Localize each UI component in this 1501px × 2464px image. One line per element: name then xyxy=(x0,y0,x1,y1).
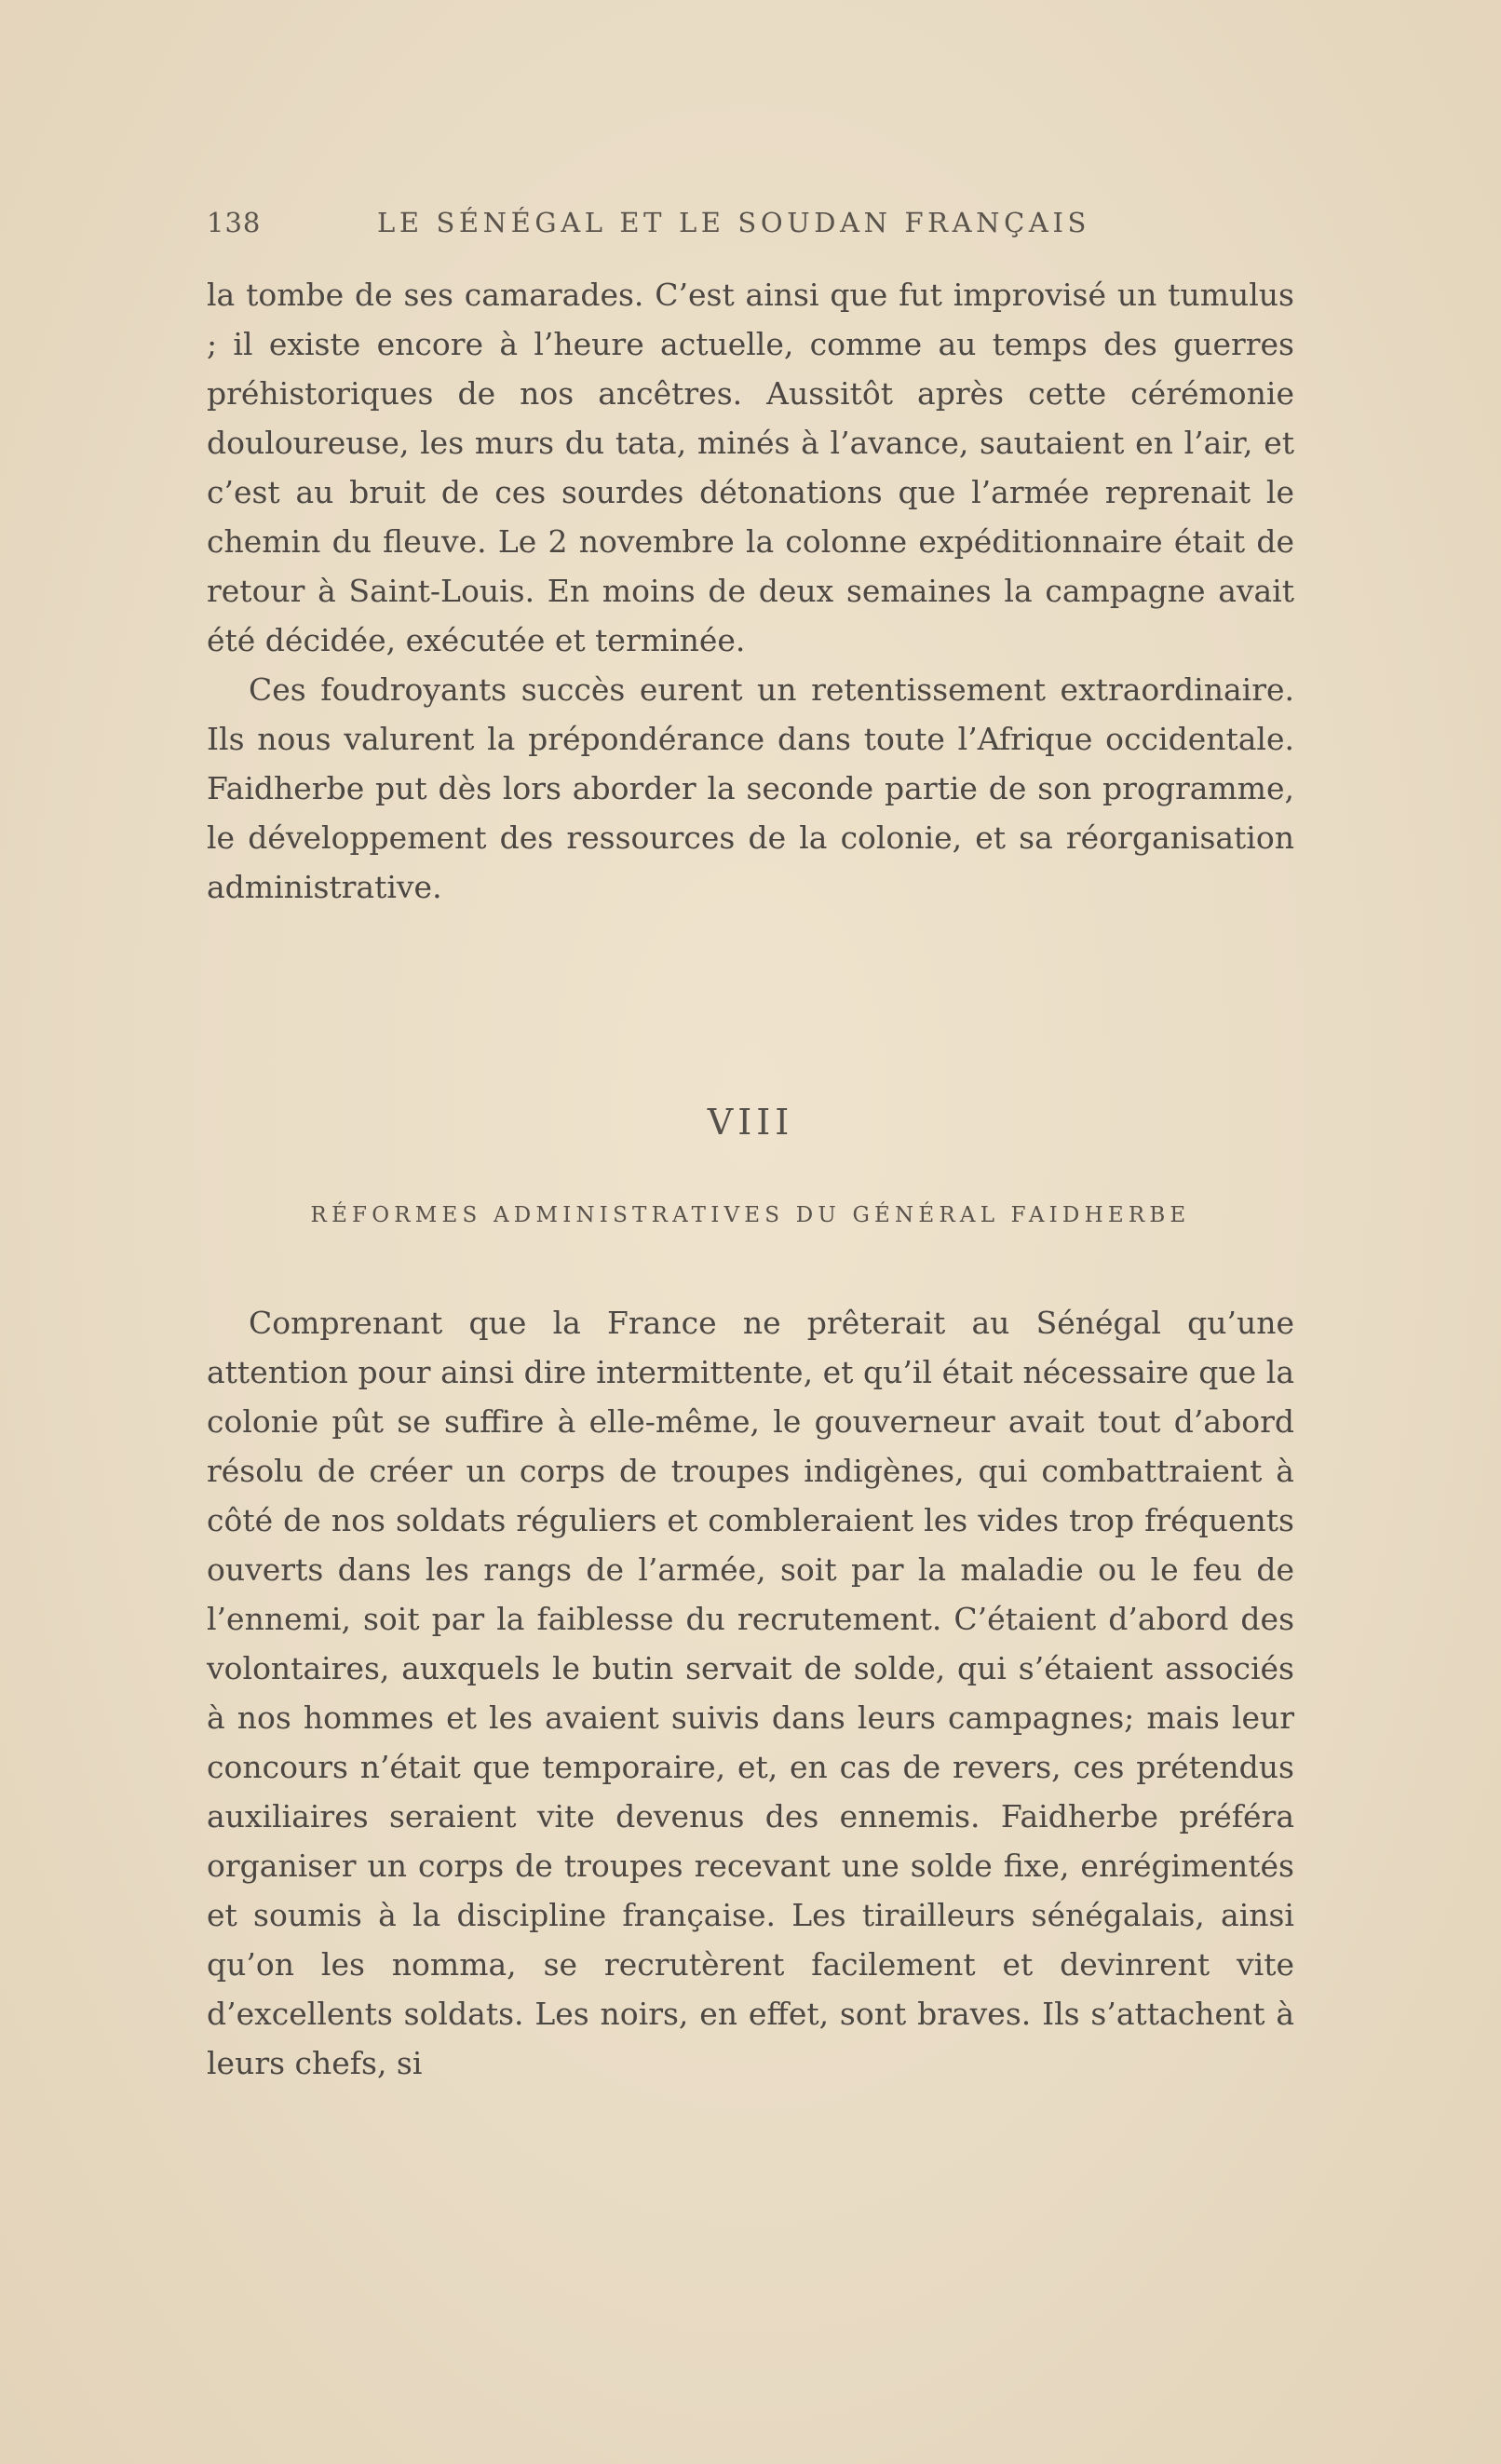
chapter-number: VIII xyxy=(707,1102,794,1143)
section-1-paragraph-1: la tombe de ses camarades. C’est ainsi que fut improvisé un tumulus ; il existe encore à l’heure actuelle, comme au temps des guerres préhistoriques de nos ancêtres. Aussitôt après cette cérémonie douloureuse, les murs du tata, minés à l’avance, sautaient en l’air, et c’est au bruit de ces sourdes détonations que l’armée reprenait le chemin du fleuve. Le 2 novembre la colonne expéditionnaire était de retour à Saint-Louis. En moins de deux semaines la campagne avait été décidée, exécutée et terminée. xyxy=(207,277,1294,658)
chapter-title: RÉFORMES ADMINISTRATIVES DU GÉNÉRAL FAIDHERBE xyxy=(310,1203,1191,1227)
section-2-paragraph-1: Comprenant que la France ne prêterait au Sénégal qu’une attention pour ainsi dire intermittente, et qu’il était nécessaire que la colonie pût se suffire à elle-même, le gouverneur avait tout d’abord résolu de créer un corps de troupes indigènes, qui combattraient à côté de nos soldats réguliers et combleraient les vides trop fréquents ouverts dans les rangs de l’armée, soit par la maladie ou le feu de l’ennemi, soit par la faiblesse du recrutement. C’étaient d’abord des volontaires, auxquels le butin servait de solde, qui s’étaient associés à nos hommes et les avaient suivis dans leurs campagnes; mais leur concours n’était que temporaire, et, en cas de revers, ces prétendus auxiliaires seraient vite devenus des ennemis. Faidherbe préféra organiser un corps de troupes recevant une solde fixe, enrégimentés et soumis à la discipline française. Les tirailleurs sénégalais, ainsi qu’on les nomma, se recrutèrent facilement et devinrent vite d’excellents soldats. Les noirs, en effet, sont braves. Ils s’attachent à leurs chefs, si xyxy=(207,1305,1294,2081)
running-title: LE SÉNÉGAL ET LE SOUDAN FRANÇAIS xyxy=(377,207,1090,238)
page-header xyxy=(207,207,1294,244)
section-2-text xyxy=(207,1298,1294,2088)
page-number: 138 xyxy=(207,207,262,238)
section-1-paragraph-2: Ces foudroyants succès eurent un retentissement extraordinaire. Ils nous valurent la prépondérance dans toute l’Afrique occidentale. Faidherbe put dès lors aborder la seconde partie de son programme, le développement des ressources de la colonie, et sa réorganisation administrative. xyxy=(207,671,1294,905)
section-1-text xyxy=(207,270,1294,912)
